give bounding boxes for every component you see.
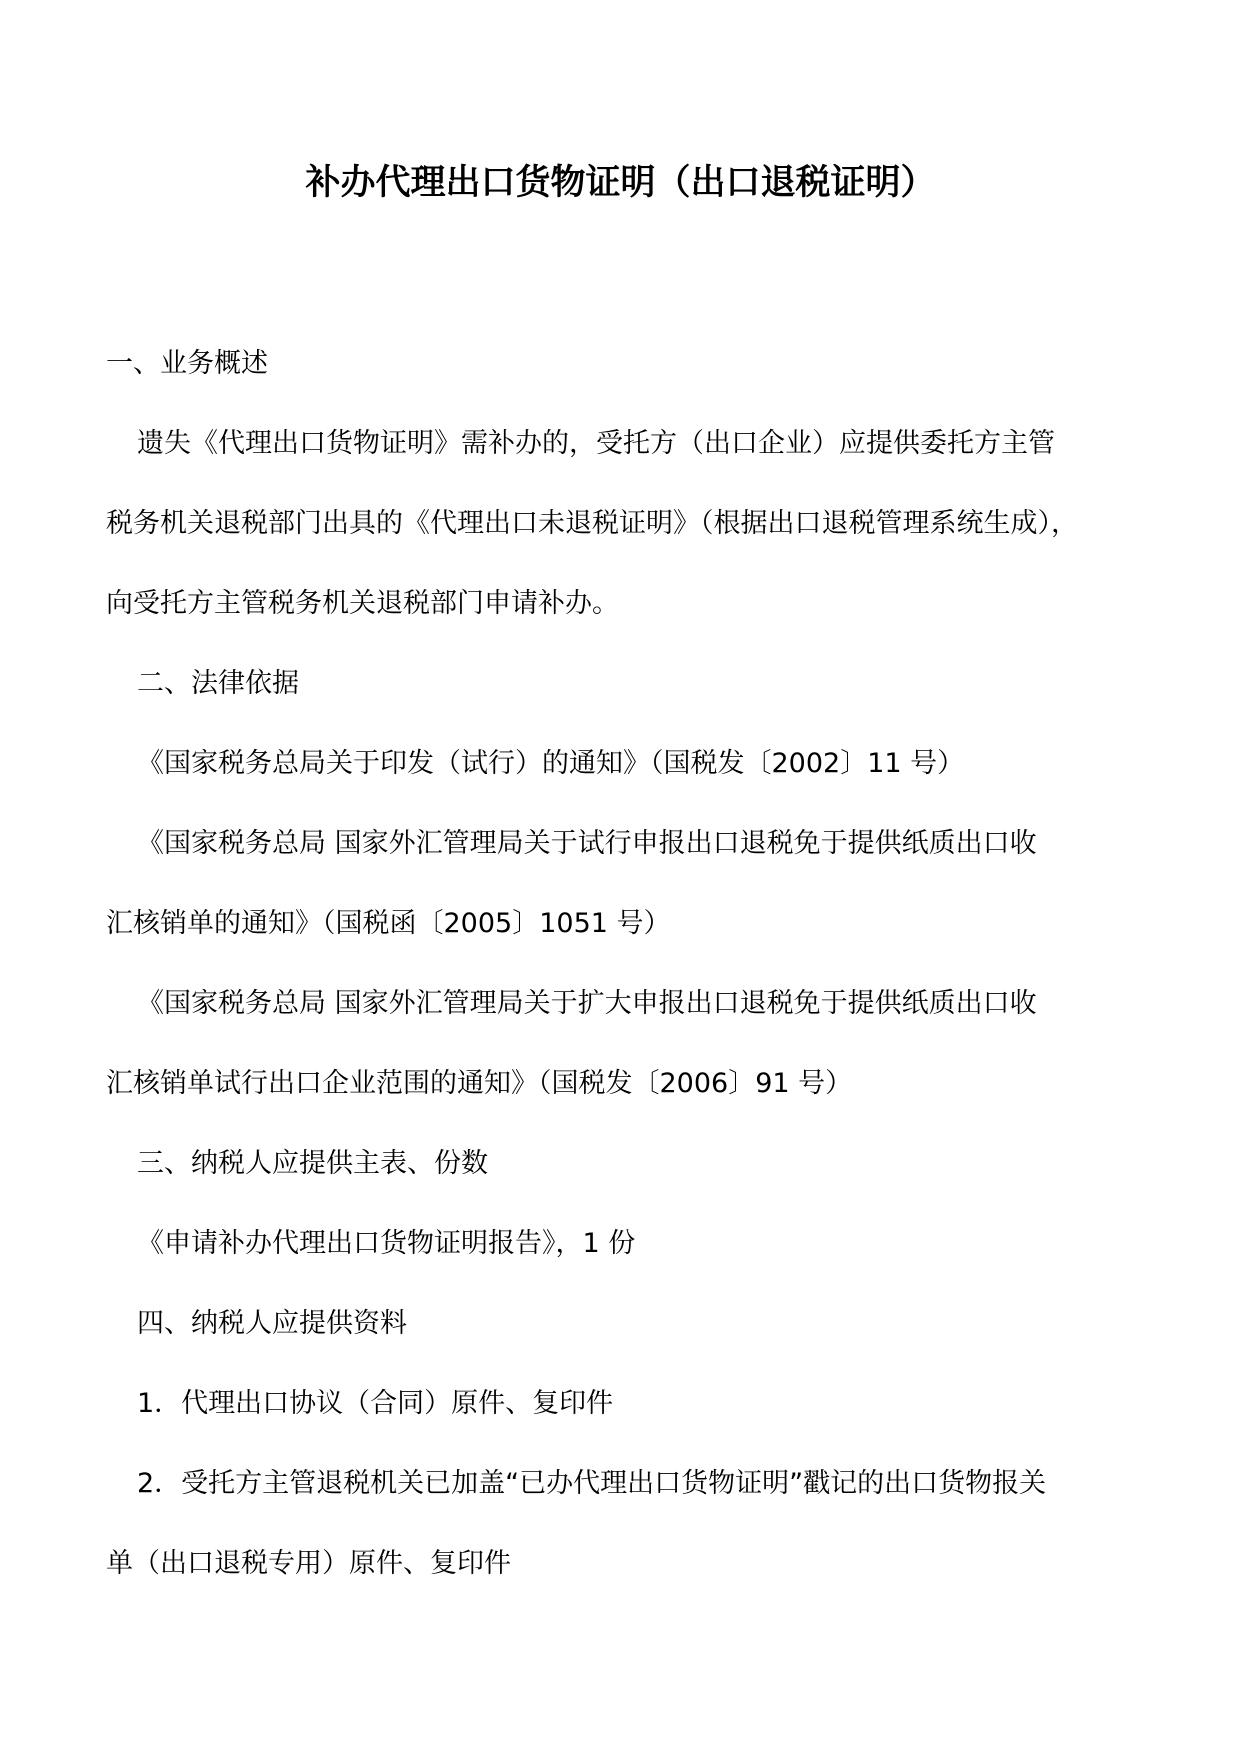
section-heading-main-forms: 三、纳税人应提供主表、份数 bbox=[137, 1148, 488, 1179]
legal-reference-line: 《国家税务总局关于印发（试行）的通知》（国税发〔2002〕11 号） bbox=[137, 748, 965, 779]
paragraph-line: 向受托方主管税务机关退税部门申请补办。 bbox=[106, 588, 619, 619]
section-heading-materials: 四、纳税人应提供资料 bbox=[137, 1308, 407, 1339]
legal-reference-line: 《国家税务总局 国家外汇管理局关于扩大申报出口退税免于提供纸质出口收 bbox=[137, 988, 1037, 1019]
legal-reference-line: 汇核销单的通知》（国税函〔2005〕1051 号） bbox=[106, 908, 671, 939]
paragraph-line: 遗失《代理出口货物证明》需补办的，受托方（出口企业）应提供委托方主管 bbox=[137, 428, 1055, 459]
legal-reference-line: 汇核销单试行出口企业范围的通知》（国税发〔2006〕91 号） bbox=[106, 1068, 853, 1099]
section-heading-legal-basis: 二、法律依据 bbox=[137, 668, 299, 699]
form-item-line: 《申请补办代理出口货物证明报告》，1 份 bbox=[137, 1228, 636, 1259]
section-heading-overview: 一、业务概述 bbox=[106, 348, 268, 379]
material-item-line: 单（出口退税专用）原件、复印件 bbox=[106, 1548, 511, 1579]
material-item-line: 2．受托方主管退税机关已加盖“已办代理出口货物证明”戳记的出口货物报关 bbox=[137, 1468, 1047, 1499]
legal-reference-line: 《国家税务总局 国家外汇管理局关于试行申报出口退税免于提供纸质出口收 bbox=[137, 828, 1037, 859]
paragraph-line: 税务机关退税部门出具的《代理出口未退税证明》（根据出口退税管理系统生成）， bbox=[106, 508, 1078, 539]
document-title: 补办代理出口货物证明（出口退税证明） bbox=[305, 163, 936, 203]
material-item-line: 1．代理出口协议（合同）原件、复印件 bbox=[137, 1388, 614, 1419]
